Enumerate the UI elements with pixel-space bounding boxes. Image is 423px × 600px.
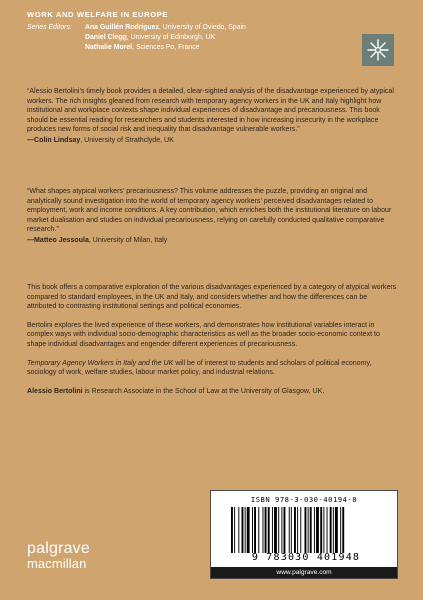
series-editors	[27, 23, 246, 54]
series-editor-row	[27, 33, 246, 43]
book-title: Temporary Agency Workers in Italy and the UK	[27, 359, 174, 367]
publisher-name-line2: macmillan	[27, 556, 87, 571]
springer-nature-compass-icon	[362, 34, 394, 66]
quote-text: “What shapes atypical workers’ precariousness? This volume addresses the puzzle, providing an original and analytically sound investigation into the world of temporary agency workers’ perceived disadvantages related to employment, work and income conditions. A key contribution, which enriches both the institutional literature on labour market dualisation and studies on individual precariousness, relying on carefully conducted qualitative comparative research.”	[27, 188, 392, 234]
quote-byline	[27, 136, 397, 146]
publisher-url: www.palgrave.com	[211, 567, 397, 578]
editor-affiliation: , Sciences Po, France	[132, 44, 200, 52]
series-title: WORK AND WELFARE IN EUROPE	[27, 10, 169, 19]
isbn-number: ISBN 978-3-030-40194-8	[250, 495, 358, 504]
author-name: Alessio Bertolini	[27, 387, 83, 395]
barcode-bars	[231, 507, 381, 553]
quote-author: —Matteo Jessoula	[27, 236, 89, 244]
isbn-barcode	[210, 490, 398, 579]
author-bio	[27, 387, 397, 397]
description-text: will be of interest to students and scholars of political economy, sociology of work, welfare studies, labour market policy, and industrial relations.	[27, 359, 372, 377]
quote-affiliation: , University of Strathclyde, UK	[80, 136, 174, 144]
endorsement-quote	[27, 187, 397, 246]
book-description	[27, 283, 397, 405]
quote-byline	[27, 236, 397, 246]
editor-name: Nathalie Morel	[85, 44, 133, 52]
publisher-name-line1: palgrave	[27, 540, 90, 557]
editor-name: Daniel Clegg	[85, 34, 127, 42]
editor-name: Ana Guillén Rodríguez	[85, 24, 159, 31]
quote-affiliation: , University of Milan, Italy	[88, 236, 168, 244]
endorsement-quote	[27, 87, 397, 146]
description-paragraph: Bertolini explores the lived experience of these workers, and demonstrates how institutional variables interact in complex ways with individual socio-demographic characteristics as well as the broader socio-economic context to shape individual disadvantages and engender different experiences of precariousness.	[27, 321, 380, 348]
editor-affiliation: , University of Edinburgh, UK	[126, 34, 216, 42]
description-paragraph	[27, 359, 397, 378]
quote-text: “Alessio Bertolini’s timely book provides a detailed, clear-sighted analysis of the disadvantage experienced by atypical workers. The rich insights gleaned from research with temporary agency workers in the UK and Italy highlight how institutional and workplace contexts shape individual experiences of disadvantage and precariousness. This book should be essential reading for researchers and students interested in how increasing insecurity in the workplace produces new forms of social risk and inequality that disadvantage vulnerable workers.”	[27, 88, 394, 134]
editor-affiliation: , University of Oviedo, Spain	[158, 24, 246, 31]
quote-author: —Colin Lindsay	[27, 136, 81, 144]
description-paragraph: This book offers a comparative exploration of the various disadvantages experienced by a category of atypical workers compared to standard employees, in the UK and Italy, and considers whether and how the differences can be attributed to contrasting institutional settings and political economies.	[27, 284, 397, 311]
series-editor-row	[27, 23, 246, 33]
series-editor-row	[27, 43, 246, 53]
barcode-digits: 9 783030 401948	[251, 552, 361, 563]
publisher-logo	[27, 541, 90, 571]
series-editors-label: Series Editors:	[27, 24, 72, 31]
author-bio-text: is Research Associate in the School of Law at the University of Glasgow, UK.	[82, 387, 325, 395]
